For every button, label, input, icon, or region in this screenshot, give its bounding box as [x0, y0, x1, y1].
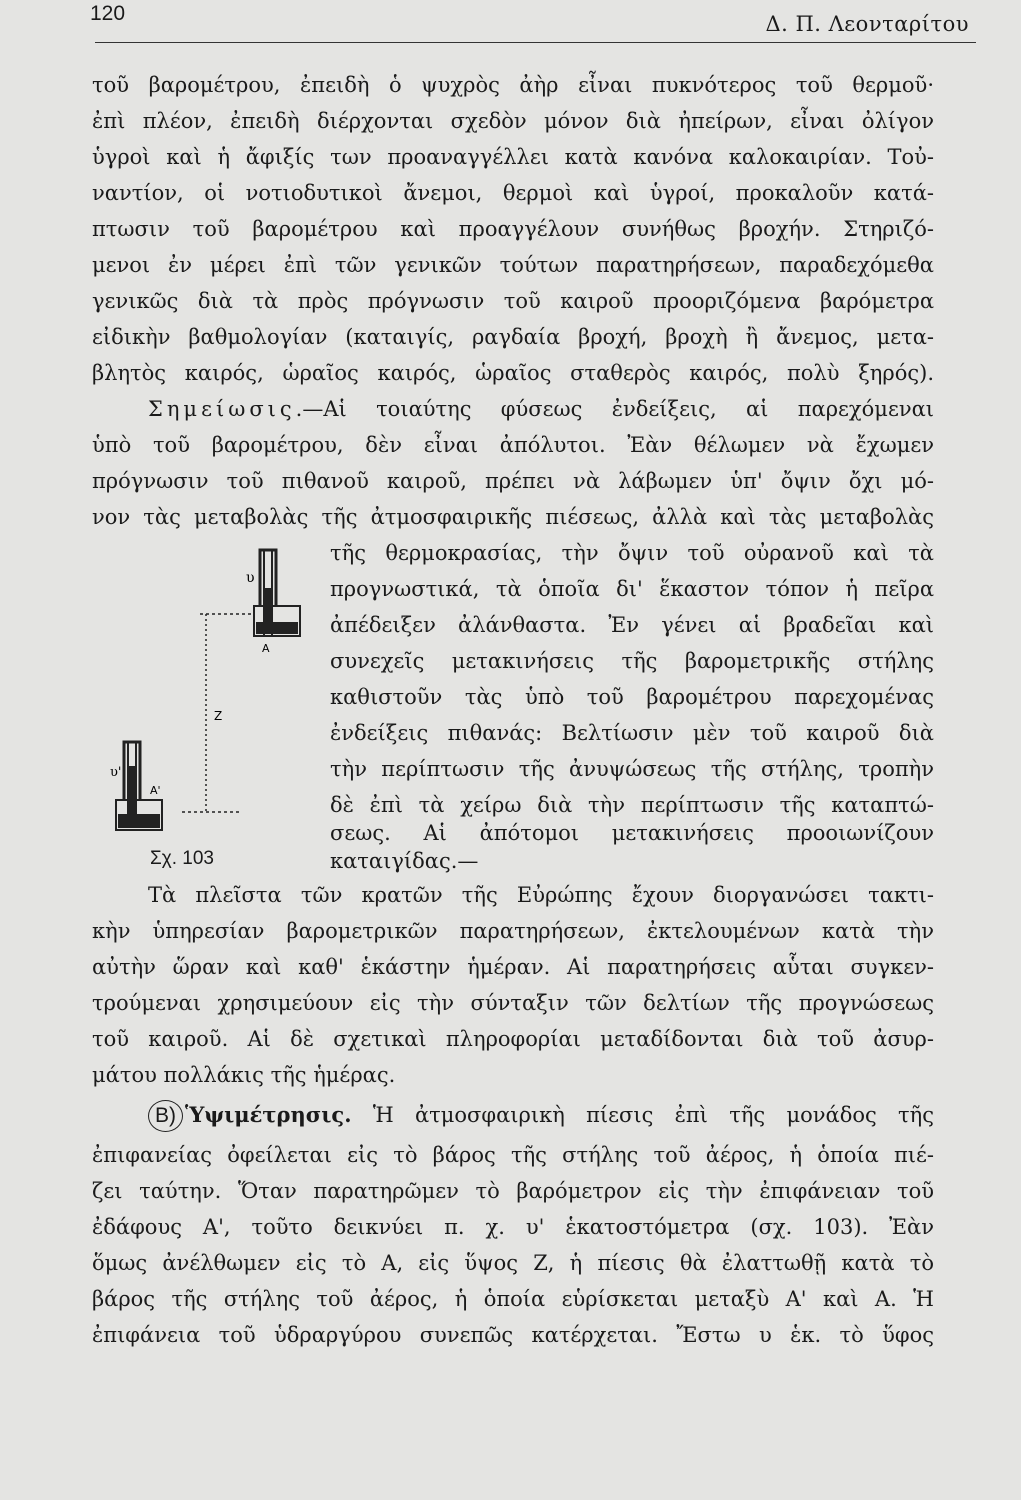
label-Z: Z	[214, 709, 223, 723]
section-first-rest: Ἡ ἀτμοσφαιρικὴ πίεσις ἐπὶ τῆς μονάδος τῆς	[351, 1103, 934, 1127]
text-line: ἐπιφανείας ὀφείλεται εἰς τὸ βάρος τῆς στήλης τοῦ ἀέρος, ἡ ὁποία πιέ-	[92, 1143, 934, 1167]
text-line: ὑπὸ τοῦ βαρομέτρου, δὲν εἶναι ἀπόλυτοι. Ἐὰν θέλωμεν νὰ ἔχωμεν	[92, 433, 934, 457]
text-line: ζει ταύτην. Ὅταν παρατηρῶμεν τὸ βαρόμετρον εἰς τὴν ἐπιφάνειαν τοῦ	[92, 1179, 934, 1203]
text-line: καταιγίδας.—	[330, 849, 479, 873]
running-head: Δ. Π. Λεονταρίτου	[765, 12, 969, 36]
page-header	[0, 0, 1021, 48]
section-title: Ὑψιμέτρησις.	[185, 1102, 352, 1127]
section-b-heading-line	[148, 1100, 934, 1132]
text-line: πτωσιν τοῦ βαρομέτρου καὶ προαγγέλουν συνήθως βροχήν. Στηριζό-	[92, 217, 934, 241]
note-first-line	[148, 394, 934, 424]
text-line: ναντίον, οἱ νοτιοδυτικοὶ ἄνεμοι, θερμοὶ καὶ ὑγροί, προκαλοῦν κατά-	[92, 181, 934, 205]
text-line: ἐπὶ πλέον, ἐπειδὴ διέρχονται σχεδὸν μόνον διὰ ἠπείρων, εἶναι ὀλίγον	[92, 109, 934, 133]
text-line: ἐδάφους Α', τοῦτο δεικνύει π. χ. υ' ἑκατοστόμετρα (σχ. 103). Ἐὰν	[92, 1215, 934, 1239]
text-line: τρούμεναι χρησιμεύουν εἰς τὴν σύνταξιν τῶν δελτίων τῆς προγνώσεως	[92, 991, 934, 1015]
note-first-rest: .—Αἱ τοιαύτης φύσεως ἐνδείξεις, αἱ παρεχόμεναι	[295, 397, 934, 421]
text-line: αὐτὴν ὥραν καὶ καθ' ἑκάστην ἡμέραν. Αἱ παρατηρήσεις αὗται συγκεν-	[92, 955, 934, 979]
note-label: Σημείωσις	[148, 397, 296, 421]
label-upsilon-bottom: υ'	[110, 765, 122, 780]
text-line: προγνωστικά, τὰ ὁποῖα δι' ἕκαστον τόπον ἡ πεῖρα	[330, 577, 934, 601]
text-line: καθιστοῦν τὰς ὑπὸ τοῦ βαρομέτρου παρεχομένας	[330, 685, 934, 709]
text-line: κὴν ὑπηρεσίαν βαρομετρικῶν παρατηρήσεων, ἐκτελουμένων κατὰ τὴν	[92, 919, 934, 943]
upper-barometer	[254, 550, 300, 636]
text-line: Τὰ πλεῖστα τῶν κρατῶν τῆς Εὐρώπης ἔχουν διοργανώσει τακτι-	[148, 883, 934, 907]
text-line: μάτου πολλάκις τῆς ἡμέρας.	[92, 1063, 396, 1087]
text-line: γενικῶς διὰ τὰ πρὸς πρόγνωσιν τοῦ καιροῦ προοριζόμενα βαρόμετρα	[92, 289, 934, 313]
text-line: συνεχεῖς μετακινήσεις τῆς βαρομετρικῆς στήλης	[330, 649, 934, 673]
section-marker: Β)	[148, 1100, 183, 1132]
text-line: μενοι ἐν μέρει ἐπὶ τῶν γενικῶν τούτων παρατηρήσεων, παραδεχόμεθα	[92, 253, 934, 277]
text-line: βλητὸς καιρός, ὡραῖος καιρός, ὡραῖος σταθερὸς καιρός, πολὺ ξηρός).	[92, 361, 934, 385]
text-line: τῆς θερμοκρασίας, τὴν ὄψιν τοῦ οὐρανοῦ καὶ τὰ	[330, 541, 934, 565]
header-rule	[95, 42, 976, 43]
text-line: τοῦ βαρομέτρου, ἐπειδὴ ὁ ψυχρὸς ἀὴρ εἶναι πυκνότερος τοῦ θερμοῦ·	[92, 73, 934, 97]
text-line: ἀπέδειξεν ἀλάνθαστα. Ἐν γένει αἱ βραδεῖαι καὶ	[330, 613, 934, 637]
figure-caption: Σχ. 103	[150, 848, 214, 869]
text-line: ἐπιφάνεια τοῦ ὑδραργύρου συνεπῶς κατέρχεται. Ἔστω υ ἑκ. τὸ ὕφος	[92, 1323, 934, 1347]
barometer-diagram	[110, 530, 340, 870]
text-line: τοῦ καιροῦ. Αἱ δὲ σχετικαὶ πληροφορίαι μεταδίδονται διὰ τοῦ ἀσυρ-	[92, 1027, 934, 1051]
text-line: τὴν περίπτωσιν τῆς ἀνυψώσεως τῆς στήλης, τροπὴν	[330, 757, 934, 781]
page-number: 120	[90, 2, 126, 25]
label-A-prime: A'	[150, 784, 161, 797]
text-line: δὲ ἐπὶ τὰ χείρω διὰ τὴν περίπτωσιν τῆς καταπτώ-	[330, 793, 934, 817]
label-upsilon-top: υ	[246, 570, 255, 586]
figure-103	[110, 530, 340, 870]
text-line: ὑγροὶ καὶ ἡ ἄφιξίς των προαναγγέλλει κατὰ κανόνα καλοκαιρίαν. Τοὐ-	[92, 145, 934, 169]
text-line: βάρος τῆς στήλης τοῦ ἀέρος, ἡ ὁποία εὑρίσκεται μεταξὺ Α' καὶ Α. Ἡ	[92, 1287, 934, 1311]
text-line: εἰδικὴν βαθμολογίαν (καταιγίς, ραγδαία βροχή, βροχὴ ἢ ἄνεμος, μετα-	[92, 325, 934, 349]
text-line: νον τὰς μεταβολὰς τῆς ἀτμοσφαιρικῆς πιέσεως, ἀλλὰ καὶ τὰς μεταβολὰς	[92, 505, 934, 529]
text-line: πρόγνωσιν τοῦ πιθανοῦ καιροῦ, πρέπει νὰ λάβωμεν ὑπ' ὄψιν ὄχι μό-	[92, 469, 934, 493]
text-line: ἐνδείξεις πιθανάς: Βελτίωσιν μὲν τοῦ καιροῦ διὰ	[330, 721, 934, 745]
label-A: A	[262, 642, 270, 655]
text-line: ὅμως ἀνέλθωμεν εἰς τὸ Α, εἰς ὕψος Ζ, ἡ πίεσις θὰ ἐλαττωθῇ κατὰ τὸ	[92, 1251, 934, 1275]
text-line: σεως. Αἱ ἀπότομοι μετακινήσεις προοιωνίζουν	[330, 821, 934, 845]
